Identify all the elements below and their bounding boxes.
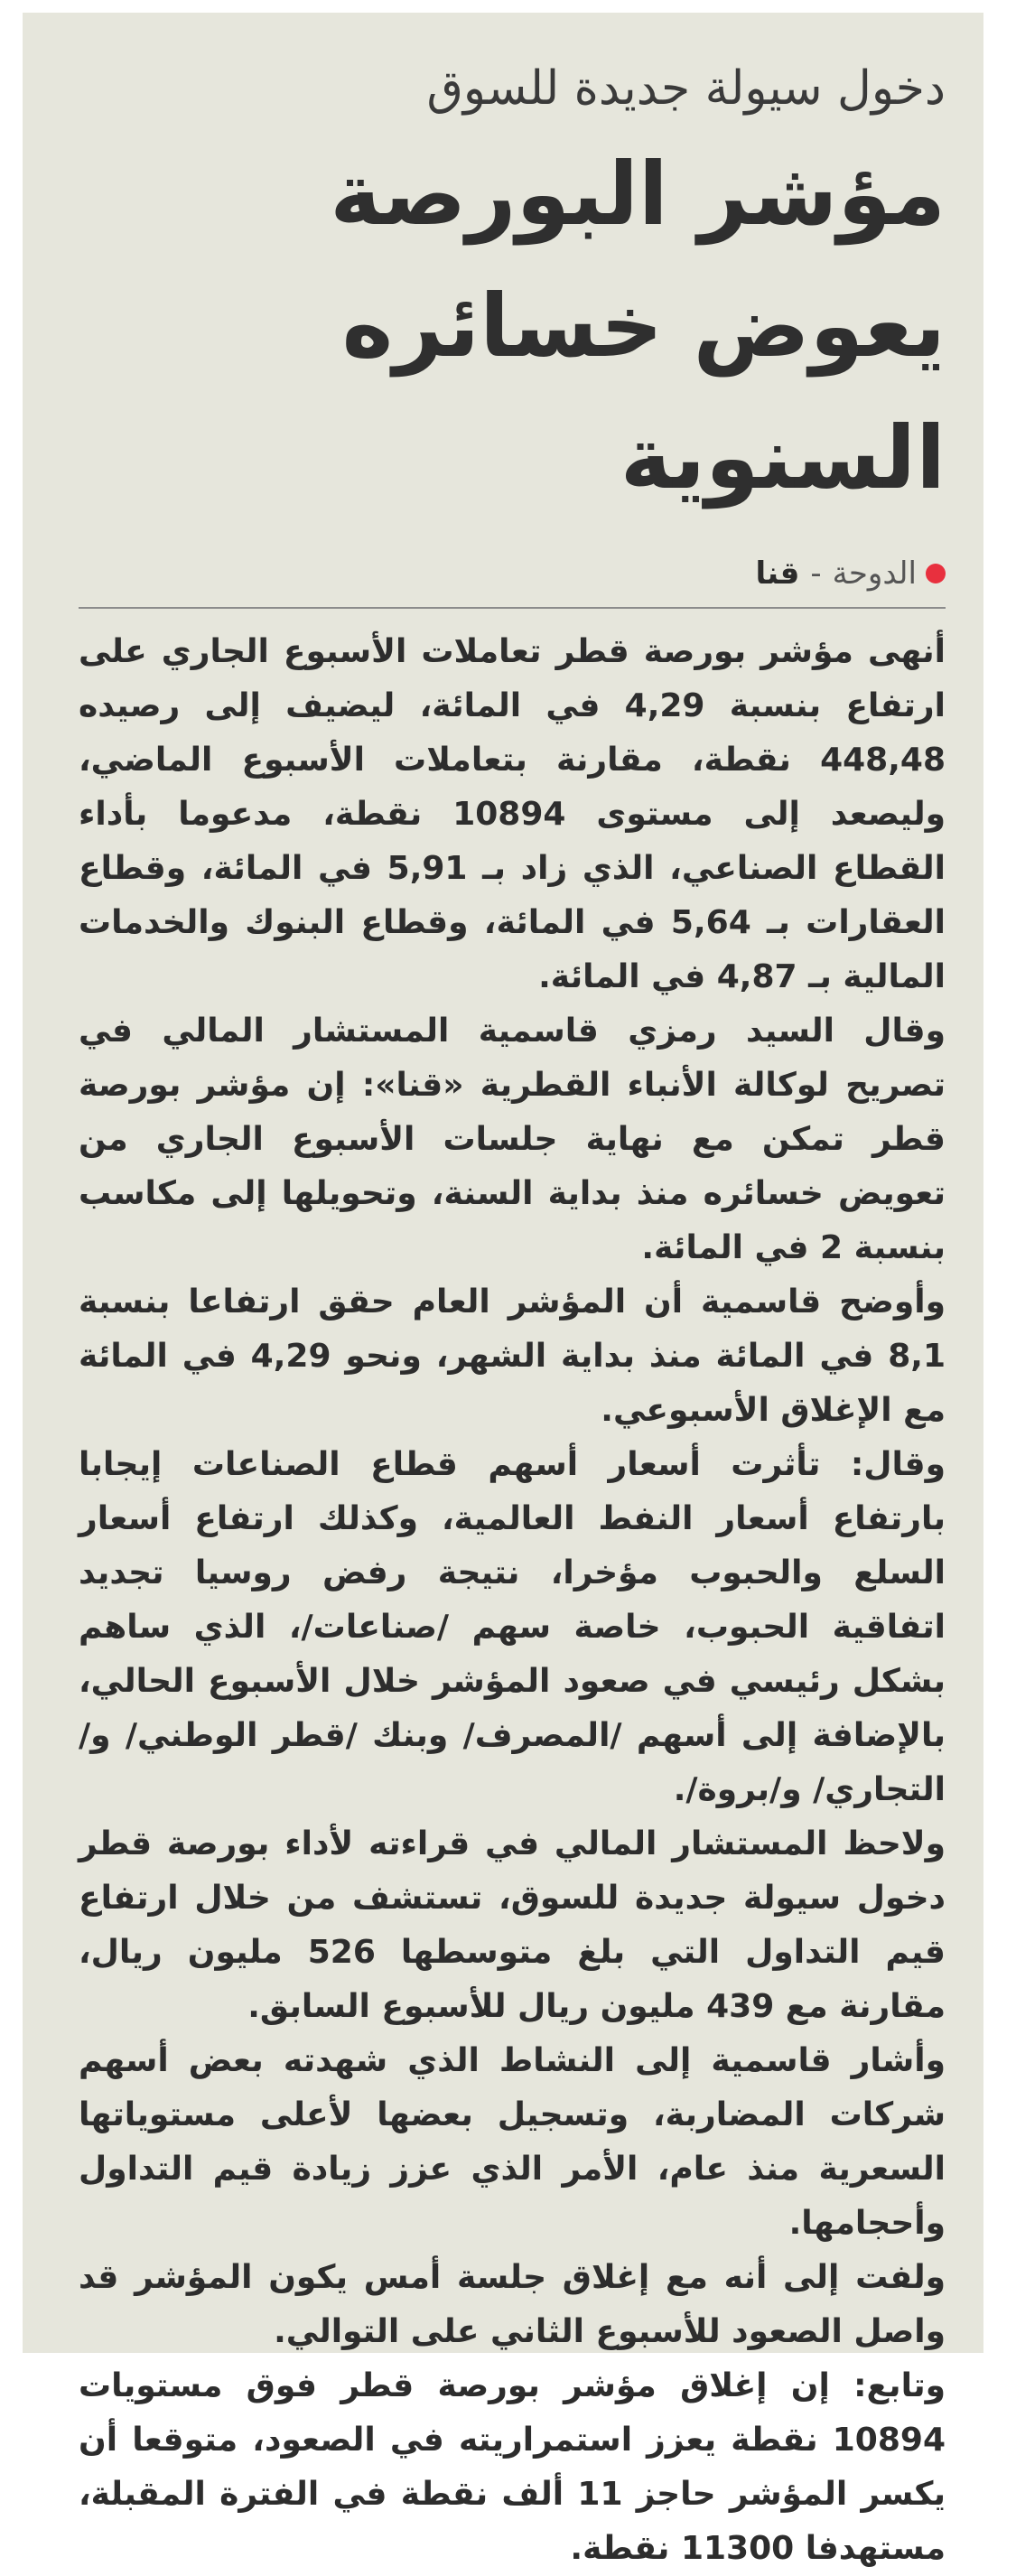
byline-city: الدوحة xyxy=(832,555,917,592)
byline-separator: - xyxy=(810,555,822,592)
article-paragraph: ولفت إلى أنه مع إغلاق جلسة أمس يكون المؤشر قد واصل الصعود للأسبوع الثاني على التوالي. xyxy=(79,2259,946,2350)
article-paragraph: وقال السيد رمزي قاسمية المستشار المالي في تصريح لوكالة الأنباء القطرية «قنا»: إن مؤشر بورصة قطر تمكن مع نهاية جلسات الأسبوع الجاري من تعويض خسائره منذ بداية السنة، وتحويلها إلى مكاسب بنسبة 2 في المائة. xyxy=(79,1013,946,1266)
article-body xyxy=(79,625,946,2576)
newspaper-clipping xyxy=(23,13,983,2567)
article-paragraph: أنهى مؤشر بورصة قطر تعاملات الأسبوع الجاري على ارتفاع بنسبة 4,29 في المائة، ليضيف إلى رصيده 448,48 نقطة، مقارنة بتعاملات الأسبوع الماضي، وليصعد إلى مستوى 10894 نقطة، مدعوما بأداء القطاع الصناعي، الذي زاد بـ 5,91 في المائة، وقطاع العقارات بـ 5,64 في المائة، وقطاع البنوك والخدمات المالية بـ 4,87 في المائة. xyxy=(79,633,946,995)
article-paragraph: وأوضح قاسمية أن المؤشر العام حقق ارتفاعا بنسبة 8,1 في المائة منذ بداية الشهر، ونحو 4,29 في المائة مع الإغلاق الأسبوعي. xyxy=(79,1283,946,1429)
article xyxy=(79,56,946,2576)
byline-agency: قنا xyxy=(755,555,800,592)
article-headline: مؤشر البورصة يعوض خسائره السنوية xyxy=(330,144,946,509)
byline xyxy=(79,551,946,609)
red-dot-icon xyxy=(926,564,946,583)
article-paragraph: ولاحظ المستشار المالي في قراءته لأداء بورصة قطر دخول سيولة جديدة للسوق، تستشف من خلال ارتفاع قيم التداول التي بلغ متوسطها 526 مليون ريال، مقارنة مع 439 مليون ريال للأسبوع السابق. xyxy=(79,1825,946,2025)
article-kicker: دخول سيولة جديدة للسوق xyxy=(426,61,946,116)
article-paragraph: وتابع: إن إغلاق مؤشر بورصة قطر فوق مستويات 10894 نقطة يعزز استمراريته في الصعود، متوقعا أن يكسر المؤشر حاجز 11 ألف نقطة في الفترة المقبلة، مستهدفا 11300 نقطة. xyxy=(79,2367,946,2567)
article-paragraph: وقال: تأثرت أسعار أسهم قطاع الصناعات إيجابا بارتفاع أسعار النفط العالمية، وكذلك ارتفاع أسعار السلع والحبوب مؤخرا، نتيجة رفض روسيا تجديد اتفاقية الحبوب، خاصة سهم /صناعات/، الذي ساهم بشكل رئيسي في صعود المؤشر خلال الأسبوع الحالي، بالإضافة إلى أسهم /المصرف/ وبنك /قطر الوطني/ و/التجاري/ و/بروة/. xyxy=(79,1446,946,1808)
article-paragraph: وأشار قاسمية إلى النشاط الذي شهدته بعض أسهم شركات المضاربة، وتسجيل بعضها لأعلى مستوياتها السعرية منذ عام، الأمر الذي عزز زيادة قيم التداول وأحجامها. xyxy=(79,2042,946,2242)
